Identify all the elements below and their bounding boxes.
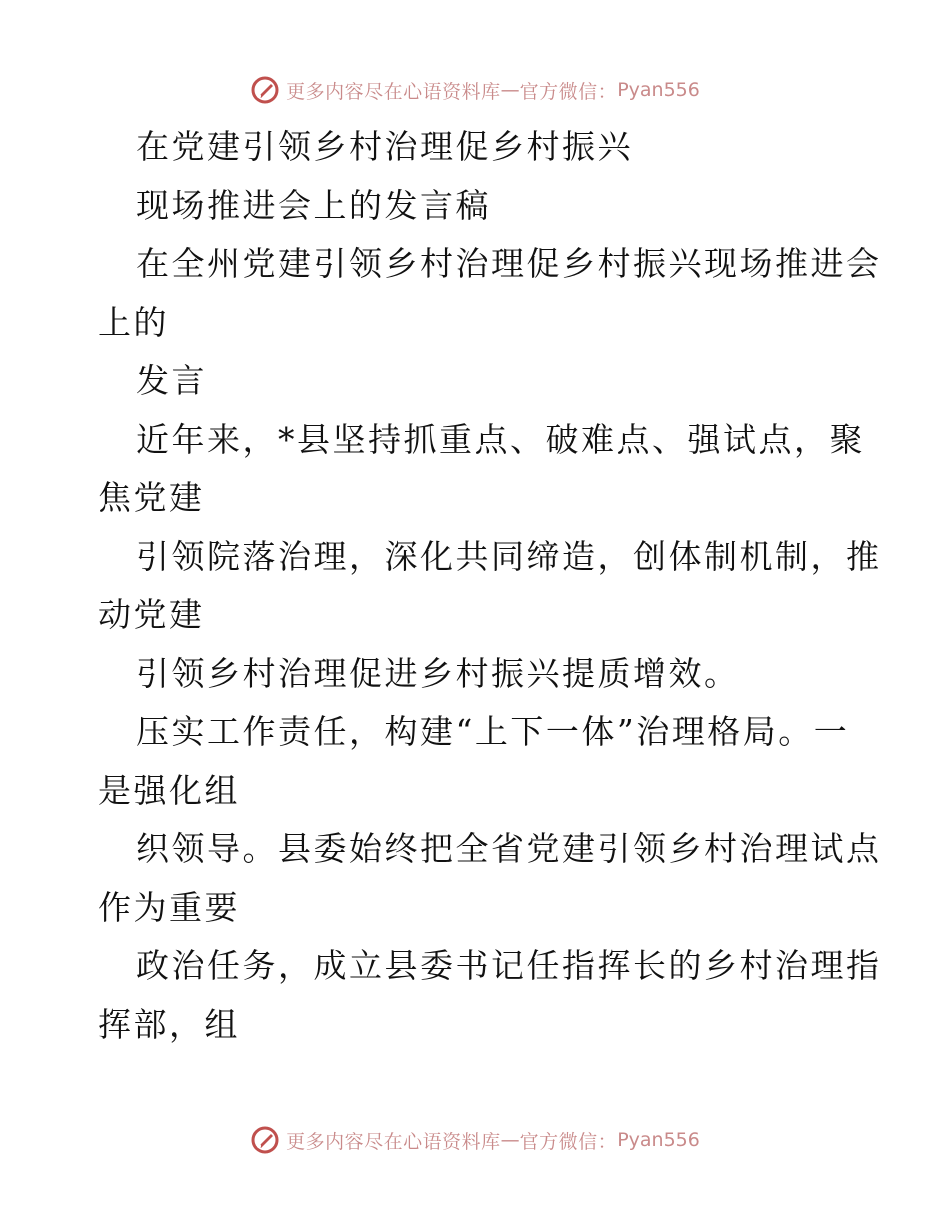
text-line: 织领导。县委始终把全省党建引领乡村治理试点 xyxy=(136,829,882,868)
pen-logo-icon xyxy=(250,1125,280,1155)
text-line: 近年来，*县坚持抓重点、破难点、强试点，聚 xyxy=(136,419,865,459)
text-line: 作为重要 xyxy=(98,887,240,927)
text-line: 是强化组 xyxy=(98,770,240,810)
text-line: 现场推进会上的发言稿 xyxy=(136,185,491,225)
text-line: 引领院落治理，深化共同缔造，创体制机制，推 xyxy=(136,536,882,576)
text-line: 引领乡村治理促进乡村振兴提质增效。 xyxy=(136,653,740,693)
watermark-label: 官方微信： xyxy=(519,1130,618,1153)
watermark-text: 更多内容尽在心语资料库 xyxy=(286,1130,501,1153)
footer-watermark xyxy=(0,1120,950,1160)
watermark-separator: — xyxy=(500,1129,520,1151)
watermark-separator: — xyxy=(500,79,520,101)
watermark-id: Pyan556 xyxy=(617,79,700,101)
pen-logo-icon xyxy=(250,75,280,105)
header-watermark xyxy=(0,70,950,110)
text-line: 政治任务，成立县委书记任指挥长的乡村治理指 xyxy=(136,946,882,985)
text-line: 上的 xyxy=(98,302,169,342)
document-body xyxy=(98,118,882,1054)
text-line: 在全州党建引领乡村治理促乡村振兴现场推进会 xyxy=(136,244,882,283)
text-line: 发言 xyxy=(136,361,207,400)
text-line: 在党建引领乡村治理促乡村振兴 xyxy=(136,127,633,166)
text-line: 挥部，组 xyxy=(98,1004,240,1044)
watermark-id: Pyan556 xyxy=(617,1129,700,1151)
watermark-label: 官方微信： xyxy=(519,80,618,103)
text-line: 压实工作责任，构建“上下一体”治理格局。一 xyxy=(136,712,850,751)
watermark-text: 更多内容尽在心语资料库 xyxy=(286,80,501,103)
text-line: 焦党建 xyxy=(98,478,205,517)
text-line: 动党建 xyxy=(98,595,205,634)
